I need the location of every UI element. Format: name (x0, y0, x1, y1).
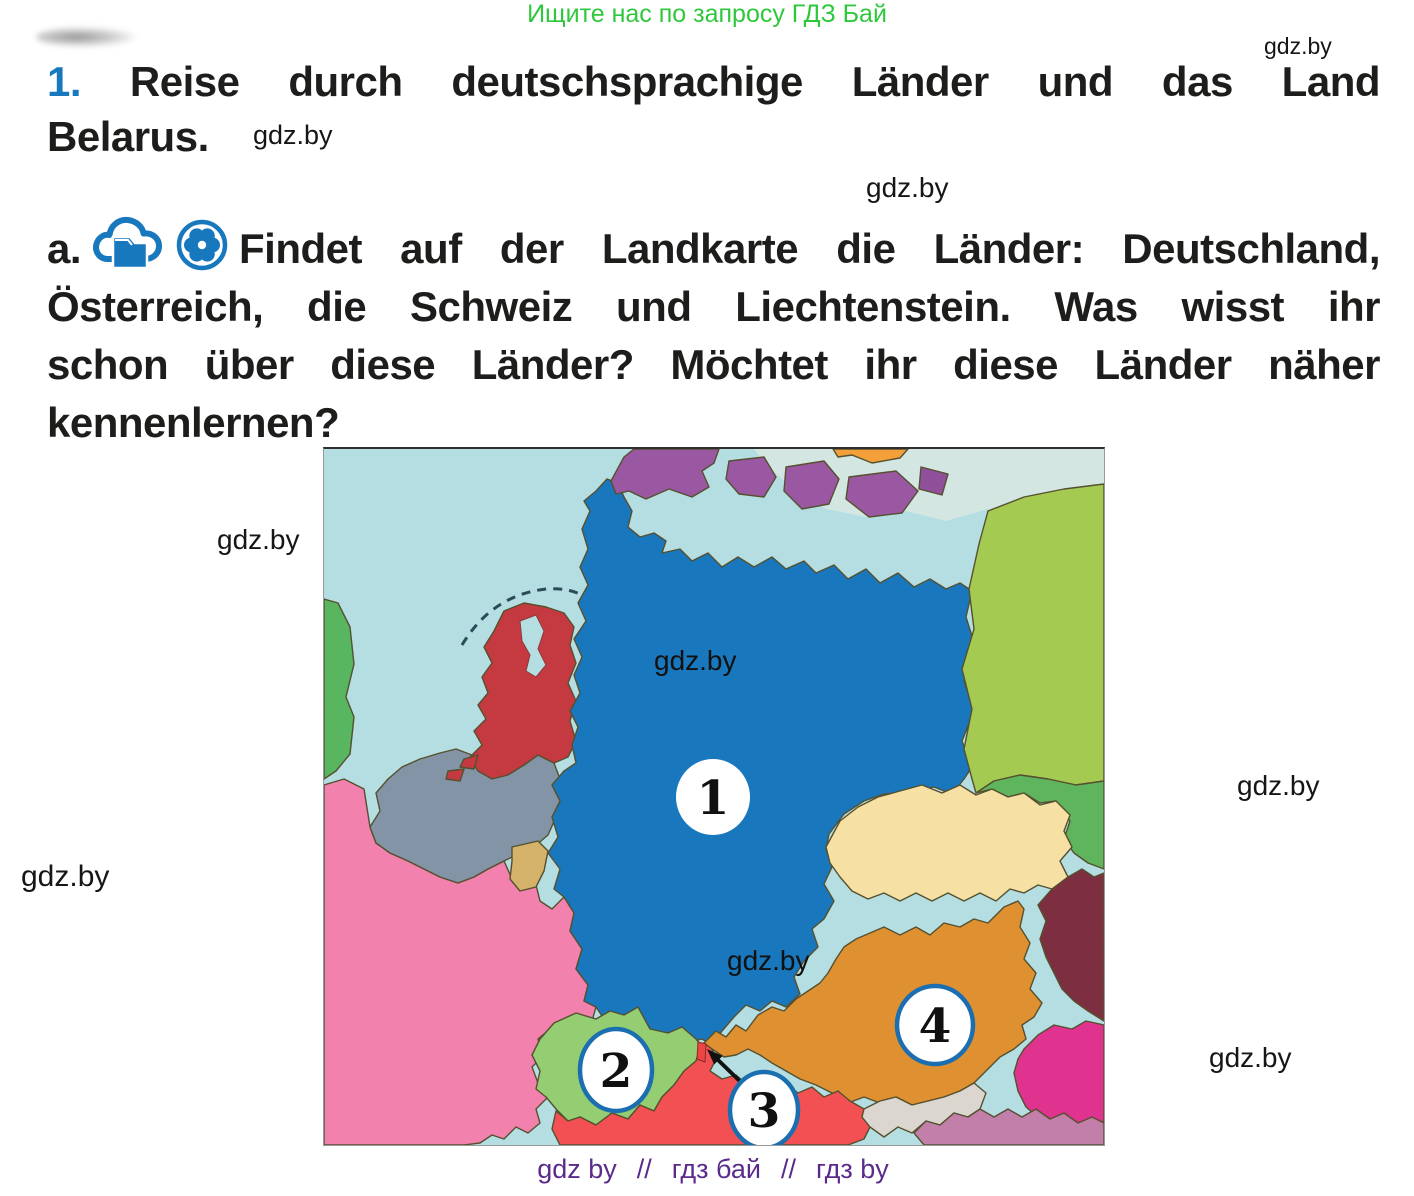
watermark: gdz.by (1237, 770, 1320, 801)
exercise-title-line2: Belarus. (47, 113, 209, 160)
exercise-title (47, 54, 1380, 164)
scan-smudge (36, 27, 136, 47)
watermark: gdz.by (21, 860, 110, 893)
caption-separator: // (636, 1154, 652, 1184)
map-marker-2 (580, 1029, 652, 1111)
task-a (47, 214, 1380, 452)
task-a-line4: kennenlernen? (47, 399, 340, 446)
caption-part: гдз by (816, 1154, 889, 1184)
task-a-label: a. (47, 225, 82, 272)
flower-icon (175, 218, 229, 272)
map-marker-2-label: 2 (599, 1044, 633, 1099)
task-a-line3: schon über diese Länder? Möchtet ihr diese Länder näher (47, 341, 1380, 388)
country-poland (962, 484, 1104, 793)
watermark: gdz.by (654, 645, 737, 676)
caption-part: гдз бай (671, 1154, 761, 1184)
nl-delta-island (446, 769, 464, 781)
europe-map (323, 447, 1105, 1146)
exercise-title-text: Reise durch deutschsprachige Länder und das Land (129, 58, 1380, 105)
watermark: gdz.by (1209, 1042, 1292, 1073)
country-liechtenstein (697, 1042, 706, 1062)
task-a-line2: Österreich, die Schweiz und Liechtenstein. Was wisst ihr (47, 283, 1380, 330)
map-caption (323, 1154, 1103, 1185)
map-marker-1 (676, 759, 750, 835)
watermark: gdz.by (253, 120, 333, 150)
map-marker-1-label: 1 (696, 771, 730, 826)
map-marker-3-label: 3 (747, 1084, 781, 1139)
map-marker-4-label: 4 (918, 999, 952, 1054)
caption-separator: // (780, 1154, 796, 1184)
europe-map-graphic (324, 449, 1104, 1145)
exercise-number: 1. (47, 58, 82, 105)
promo-banner: Ищите нас по запросу ГДЗ Бай (527, 0, 887, 28)
exercise-title-line1 (47, 54, 1380, 109)
task-a-line1 (47, 214, 1380, 278)
watermark: gdz.by (727, 945, 810, 976)
cloud-folder-icon (91, 214, 165, 272)
watermark: gdz.by (217, 524, 300, 555)
watermark: gdz.by (1264, 33, 1332, 59)
task-a-text1: Findet auf der Landkarte die Länder: Deutschland, (239, 225, 1380, 272)
map-marker-3 (730, 1072, 798, 1145)
map-marker-4 (897, 986, 973, 1064)
caption-part: gdz by (537, 1154, 617, 1184)
watermark: gdz.by (866, 172, 949, 203)
